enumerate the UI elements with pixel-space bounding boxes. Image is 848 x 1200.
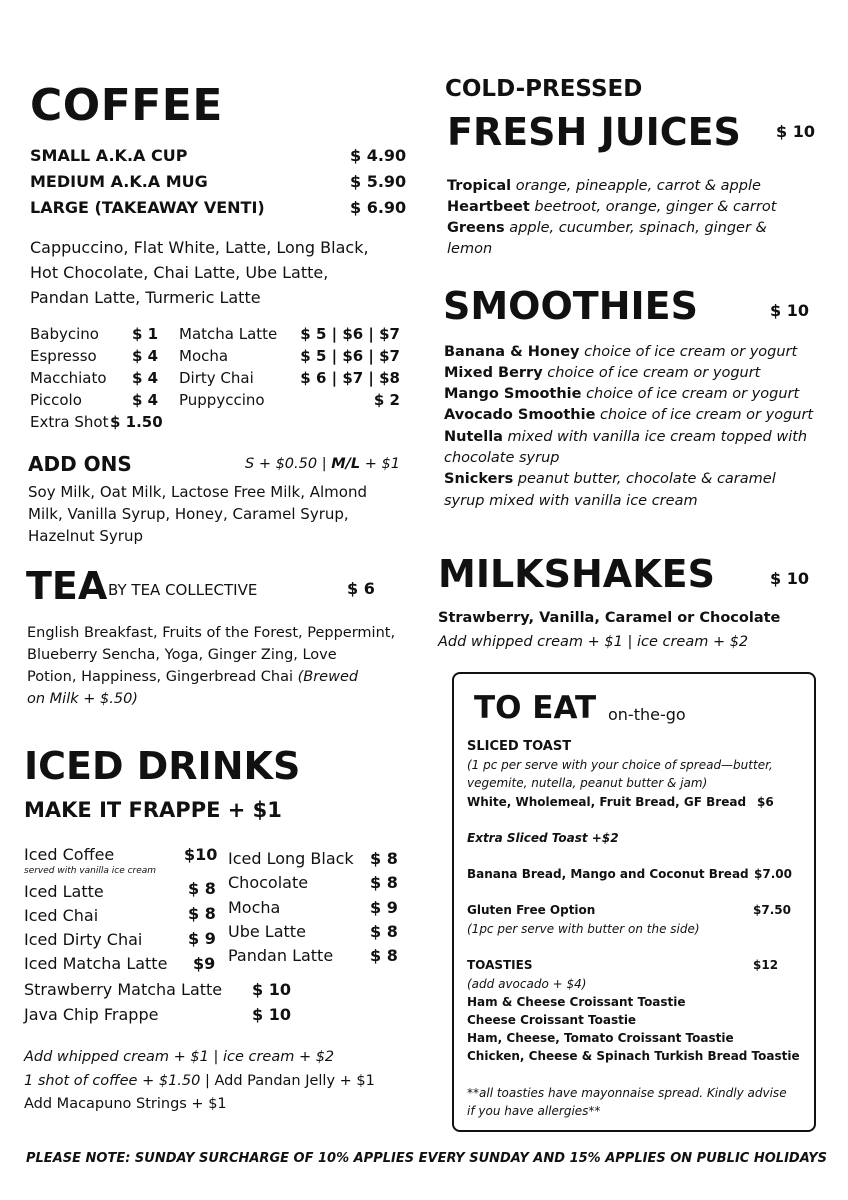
toastie-item: Chicken, Cheese & Spinach Turkish Bread Toastie	[467, 1049, 800, 1063]
addons-price-s: S + $0.50 |	[245, 456, 327, 472]
toasties-title: TOASTIES	[467, 958, 533, 972]
babycino-name: Babycino	[30, 325, 99, 343]
addons-line: Milk, Vanilla Syrup, Honey, Caramel Syrup,	[28, 505, 349, 523]
iced-long-black-price: $ 8	[370, 849, 398, 868]
toast-title: SLICED TOAST	[467, 739, 572, 754]
smoothie-item	[444, 429, 807, 445]
toast-price: $6	[757, 795, 774, 809]
juices-pre-title: COLD-PRESSED	[445, 76, 643, 102]
espresso-name: Espresso	[30, 347, 97, 365]
strawberry-matcha-price: $ 10	[252, 980, 291, 999]
piccolo-price: $ 4	[132, 391, 159, 409]
pandan-latte-price: $ 8	[370, 946, 398, 965]
breads: Banana Bread, Mango and Coconut Bread	[467, 867, 749, 881]
puppyccino-name: Puppyccino	[179, 391, 265, 409]
smoothie-name: Avocado Smoothie	[444, 407, 596, 423]
addons-price-ml-amount: + $1	[364, 456, 400, 472]
iced-dirty-chai-price: $ 9	[188, 929, 216, 948]
allergy-note: **all toasties have mayonnaise spread. Kindly advise	[467, 1086, 787, 1100]
toast-types: White, Wholemeal, Fruit Bread, GF Bread	[467, 795, 747, 809]
tea-line: English Breakfast, Fruits of the Forest, Peppermint,	[27, 625, 396, 641]
iced-extras-line: Add Macapuno Strings + $1	[24, 1096, 227, 1112]
smoothie-item	[444, 407, 813, 423]
toasties-price: $12	[753, 958, 779, 972]
gf-note: (1pc per serve with butter on the side)	[467, 922, 700, 936]
toasties-note: (add avocado + $4)	[467, 977, 587, 991]
milkshakes-flavours: Strawberry, Vanilla, Caramel or Chocolate	[438, 610, 781, 626]
iced-matcha-price: $9	[193, 954, 216, 973]
smoothie-item	[444, 344, 797, 360]
ube-latte-name: Ube Latte	[228, 922, 306, 941]
addons-price	[245, 456, 400, 472]
smoothie-item	[444, 386, 799, 402]
coffee-drinks-line: Hot Chocolate, Chai Latte, Ube Latte,	[30, 263, 329, 282]
toastie-item: Cheese Croissant Toastie	[467, 1013, 637, 1027]
allergy-note: if you have allergies**	[467, 1104, 601, 1118]
milkshakes-price: $ 10	[770, 569, 809, 588]
espresso-price: $ 4	[132, 347, 159, 365]
juice-item	[447, 178, 761, 194]
juice-desc-cont: lemon	[447, 241, 493, 257]
extra-shot-label: Extra Shot	[30, 413, 109, 431]
iced-coffee-price: $10	[184, 845, 218, 864]
to-eat-subtitle: on-the-go	[608, 705, 686, 724]
tea-line: Blueberry Sencha, Yoga, Ginger Zing, Love	[27, 647, 337, 663]
dirty-chai-name: Dirty Chai	[179, 369, 254, 387]
milkshakes-extras: Add whipped cream + $1 | ice cream + $2	[438, 634, 749, 650]
smoothie-desc: choice of ice cream or yogurt	[542, 365, 761, 381]
java-chip-name: Java Chip Frappe	[24, 1005, 159, 1024]
size-large-label: LARGE (TAKEAWAY VENTI)	[30, 198, 265, 217]
smoothie-desc: mixed with vanilla ice cream topped with	[502, 429, 808, 445]
tea-price: $ 6	[347, 579, 375, 598]
juice-name: Greens	[447, 220, 505, 236]
babycino-price: $ 1	[132, 325, 159, 343]
toast-note: vegemite, nutella, peanut butter & jam)	[467, 776, 708, 790]
iced-extra-jelly: | Add Pandan Jelly + $1	[200, 1073, 375, 1089]
juice-desc: apple, cucumber, spinach, ginger &	[504, 220, 767, 236]
toastie-item: Ham & Cheese Croissant Toastie	[467, 995, 686, 1009]
smoothie-desc: choice of ice cream or yogurt	[595, 407, 814, 423]
smoothie-desc-cont: syrup mixed with vanilla ice cream	[444, 493, 698, 509]
milkshakes-title: MILKSHAKES	[438, 552, 715, 596]
iced-extras-line	[24, 1073, 375, 1089]
iced-extras-line: Add whipped cream + $1 | ice cream + $2	[24, 1049, 335, 1065]
size-small-price: $ 4.90	[350, 146, 407, 165]
size-medium-label: MEDIUM A.K.A MUG	[30, 172, 208, 191]
smoothie-desc: choice of ice cream or yogurt	[579, 344, 798, 360]
iced-latte-price: $ 8	[188, 879, 216, 898]
strawberry-matcha-name: Strawberry Matcha Latte	[24, 980, 223, 999]
iced-chai-name: Iced Chai	[24, 906, 99, 925]
to-eat-title: TO EAT	[474, 690, 597, 726]
juices-price: $ 10	[776, 122, 815, 141]
juice-name: Heartbeet	[447, 199, 530, 215]
smoothie-name: Snickers	[444, 471, 514, 487]
smoothies-title: SMOOTHIES	[443, 284, 698, 328]
iced-coffee-note: served with vanilla ice cream	[24, 866, 157, 876]
dirty-chai-price: $ 6 | $7 | $8	[300, 369, 400, 387]
coffee-title: COFFEE	[30, 80, 223, 131]
smoothie-name: Mango Smoothie	[444, 386, 582, 402]
macchiato-name: Macchiato	[30, 369, 107, 387]
juice-item	[447, 199, 776, 215]
breads-price: $7.00	[754, 867, 792, 881]
juice-name: Tropical	[447, 178, 512, 194]
addons-price-ml: M/L	[331, 456, 361, 472]
mocha-name: Mocha	[179, 347, 229, 365]
juice-desc: beetroot, orange, ginger & carrot	[529, 199, 777, 215]
iced-dirty-chai-name: Iced Dirty Chai	[24, 930, 143, 949]
iced-latte-name: Iced Latte	[24, 882, 104, 901]
puppyccino-price: $ 2	[373, 391, 400, 409]
mocha-price: $ 5 | $6 | $7	[300, 347, 400, 365]
smoothies-price: $ 10	[770, 301, 809, 320]
iced-title: ICED DRINKS	[24, 744, 301, 788]
coffee-drinks-line: Pandan Latte, Turmeric Latte	[30, 288, 261, 307]
smoothie-item	[444, 471, 776, 487]
iced-matcha-name: Iced Matcha Latte	[24, 954, 168, 973]
surcharge-footer: PLEASE NOTE: SUNDAY SURCHARGE OF 10% APPLIES EVERY SUNDAY AND 15% APPLIES ON PUBLIC HOLIDAYS	[26, 1151, 828, 1166]
tea-line-text: Potion, Happiness, Gingerbread Chai	[27, 669, 298, 685]
matcha-latte-name: Matcha Latte	[179, 325, 278, 343]
macchiato-price: $ 4	[132, 369, 159, 387]
toastie-item: Ham, Cheese, Tomato Croissant Toastie	[467, 1031, 734, 1045]
size-large-price: $ 6.90	[350, 198, 407, 217]
gf-title: Gluten Free Option	[467, 903, 596, 917]
size-small-label: SMALL A.K.A CUP	[30, 146, 188, 165]
pandan-latte-name: Pandan Latte	[228, 946, 334, 965]
juices-title: FRESH JUICES	[447, 110, 741, 154]
ube-latte-price: $ 8	[370, 922, 398, 941]
juice-desc: orange, pineapple, carrot & apple	[511, 178, 761, 194]
smoothie-desc: choice of ice cream or yogurt	[581, 386, 800, 402]
iced-coffee-name: Iced Coffee	[24, 845, 115, 864]
tea-brewed-note: (Brewed	[297, 669, 359, 685]
juice-item	[447, 220, 767, 236]
addons-title: ADD ONS	[28, 452, 132, 476]
chocolate-name: Chocolate	[228, 873, 309, 892]
java-chip-price: $ 10	[252, 1005, 291, 1024]
matcha-latte-price: $ 5 | $6 | $7	[300, 325, 400, 343]
size-medium-price: $ 5.90	[350, 172, 407, 191]
coffee-drinks-line: Cappuccino, Flat White, Latte, Long Black,	[30, 238, 369, 257]
smoothie-desc: peanut butter, chocolate & caramel	[513, 471, 776, 487]
smoothie-name: Mixed Berry	[444, 365, 543, 381]
smoothie-desc-cont: chocolate syrup	[444, 450, 560, 466]
piccolo-name: Piccolo	[30, 391, 82, 409]
smoothie-item	[444, 365, 760, 381]
chocolate-price: $ 8	[370, 873, 398, 892]
smoothie-name: Nutella	[444, 429, 503, 445]
iced-mocha-price: $ 9	[370, 898, 398, 917]
iced-long-black-name: Iced Long Black	[228, 849, 354, 868]
toast-note: (1 pc per serve with your choice of spread—butter,	[467, 758, 773, 772]
tea-brewed-note: on Milk + $.50)	[27, 691, 138, 707]
iced-extra-shot: 1 shot of coffee + $1.50	[24, 1073, 201, 1089]
extra-shot-price: $ 1.50	[110, 413, 163, 431]
iced-mocha-name: Mocha	[228, 898, 281, 917]
addons-line: Hazelnut Syrup	[28, 527, 143, 545]
tea-line	[27, 669, 358, 685]
iced-chai-price: $ 8	[188, 904, 216, 923]
tea-by: BY TEA COLLECTIVE	[108, 581, 258, 599]
addons-line: Soy Milk, Oat Milk, Lactose Free Milk, Almond	[28, 483, 368, 501]
gf-price: $7.50	[753, 903, 791, 917]
smoothie-name: Banana & Honey	[444, 344, 580, 360]
extra-toast: Extra Sliced Toast +$2	[467, 831, 619, 845]
frappe-subtitle: MAKE IT FRAPPE + $1	[24, 798, 282, 822]
tea-title: TEA	[26, 564, 108, 608]
